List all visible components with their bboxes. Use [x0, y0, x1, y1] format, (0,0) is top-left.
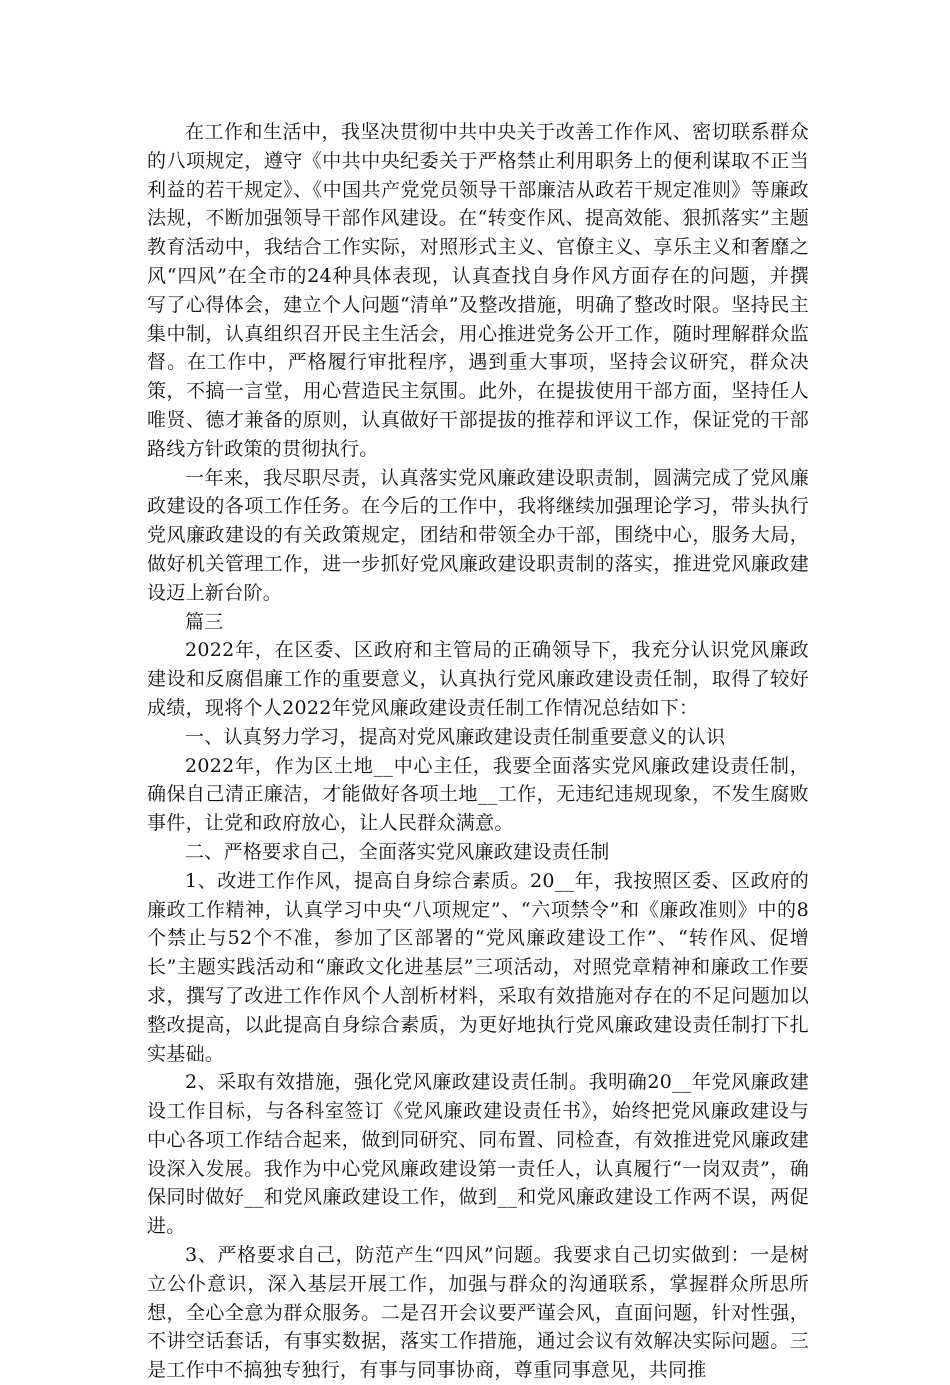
- paragraph-intro-2022: 2022年，在区委、区政府和主管局的正确领导下，我充分认识党风廉政建设和反腐倡廉工作的重要意义，认真执行党风廉政建设责任制，取得了较好成绩，现将个人2022年党风廉政建设责任制工作情况总结如下：: [147, 639, 809, 719]
- paragraph-item-1: 1、改进工作作风，提高自身综合素质。20__年，我按照区委、区政府的廉政工作精神，认真学习中央“八项规定”、“六项禁令”和《廉政准则》中的8个禁止与52个不准，参加了区部署的“党风廉政建设工作”、“转作风、促增长”主题实践活动和“廉政文化进基层”三项活动，对照党章精神和廉政工作要求，撰写了改进工作作风个人剖析材料，采取有效措施对存在的不足问题加以整改提高，以此提高自身综合素质，为更好地执行党风廉政建设责任制打下扎实基础。: [147, 869, 809, 1065]
- paragraph-item-3: 3、严格要求自己，防范产生“四风”问题。我要求自己切实做到：一是树立公仆意识，深入基层开展工作，加强与群众的沟通联系，掌握群众所思所想，全心全意为群众服务。二是召开会议要严谨会风，直面问题，针对性强，不讲空话套话，有事实数据，落实工作措施，通过会议有效解决实际问题。三是工作中不搞独专独行，有事与同事协商，尊重同事意见，共同推: [147, 1244, 809, 1382]
- paragraph-work-style: 在工作和生活中，我坚决贯彻中共中央关于改善工作作风、密切联系群众的八项规定，遵守《中共中央纪委关于严格禁止利用职务上的便利谋取不正当利益的若干规定》、《中国共产党党员领导干部廉洁从政若干规定准则》等廉政法规，不断加强领导干部作风建设。在“转变作风、提高效能、狠抓落实”主题教育活动中，我结合工作实际，对照形式主义、官僚主义、享乐主义和奢靡之风“四风”在全市的24种具体表现，认真查找自身作风方面存在的问题，并撰写了心得体会，建立个人问题“清单”及整改措施，明确了整改时限。坚持民主集中制，认真组织召开民主生活会，用心推进党务公开工作，随时理解群众监督。在工作中，严格履行审批程序，遇到重大事项，坚持会议研究，群众决策，不搞一言堂，用心营造民主氛围。此外，在提拔使用干部方面，坚持任人唯贤、德才兼备的原则，认真做好干部提拔的推荐和评议工作，保证党的干部路线方针政策的贯彻执行。: [147, 121, 809, 460]
- paragraph-item-2: 2、采取有效措施，强化党风廉政建设责任制。我明确20__年党风廉政建设工作目标，与各科室签订《党风廉政建设责任书》，始终把党风廉政建设与中心各项工作结合起来，做到同研究、同布置、同检查，有效推进党风廉政建设深入发展。我作为中心党风廉政建设第一责任人，认真履行“一岗双责”，确保同时做好__和党风廉政建设工作，做到__和党风廉政建设工作两不误，两促进。: [147, 1071, 809, 1238]
- section-heading-two: 二、严格要求自己，全面落实党风廉政建设责任制: [185, 840, 610, 863]
- paragraph-director-role: 2022年，作为区土地__中心主任，我要全面落实党风廉政建设责任制，确保自己清正廉洁，才能做好各项土地__工作，无违纪违规现象，不发生腐败事件，让党和政府放心，让人民群众满意。: [147, 754, 809, 835]
- section-heading-part-three: 篇三: [185, 610, 224, 633]
- paragraph-year-summary: 一年来，我尽职尽责，认真落实党风廉政建设职责制，圆满完成了党风廉政建设的各项工作任务。在今后的工作中，我将继续加强理论学习，带头执行党风廉政建设的有关政策规定，团结和带领全办干部，围绕中心，服务大局，做好机关管理工作，进一步抓好党风廉政建设职责制的落实，推进党风廉政建设迈上新台阶。: [147, 466, 809, 604]
- section-heading-one: 一、认真努力学习，提高对党风廉政建设责任制重要意义的认识: [185, 725, 726, 748]
- document-body: [147, 118, 809, 1385]
